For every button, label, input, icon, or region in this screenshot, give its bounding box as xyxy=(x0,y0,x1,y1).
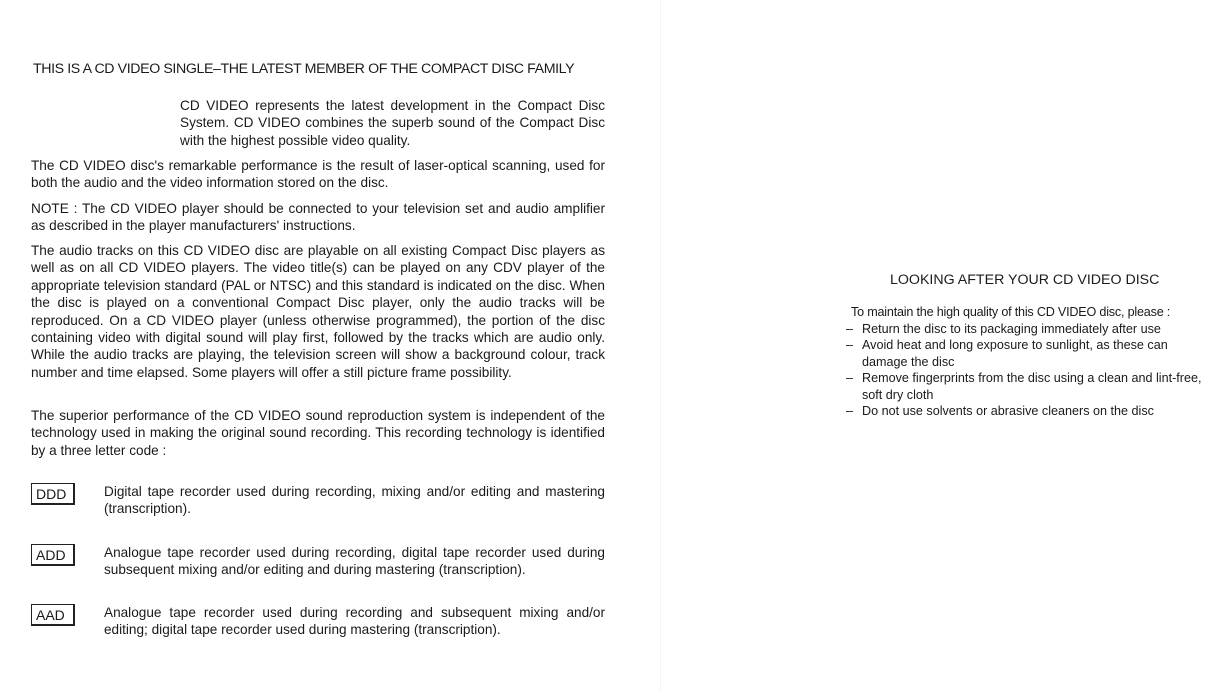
paragraph-note: NOTE : The CD VIDEO player should be connected to your television set and audio amplifier as described in the player manufacturers' instructions. xyxy=(31,201,605,234)
list-item xyxy=(846,321,1202,337)
code-description: Digital tape recorder used during recording, mixing and/or editing and mastering (transcription). xyxy=(104,484,605,517)
intro-paragraph: CD VIDEO represents the latest development in the Compact Disc System. CD VIDEO combines the superb sound of the Compact Disc with the highest possible video quality. xyxy=(180,98,605,148)
code-badge: DDD xyxy=(31,483,75,505)
dash-bullet: – xyxy=(846,371,854,386)
code-description: Analogue tape recorder used during recording, digital tape recorder used during subsequent mixing and/or editing and during mastering (transcription). xyxy=(104,545,605,578)
paragraph-audio-tracks: The audio tracks on this CD VIDEO disc are playable on all existing Compact Disc players as well as on all CD VIDEO players. The video title(s) can be played on any CDV player of the appropriate television standard (PAL or NTSC) and this standard is indicated on the disc. When the disc is played on a conventional Compact Disc player, only the audio tracks will be reproduced. On a CD VIDEO player (unless otherwise programmed), the portion of the disc containing video with digital sound will play first, followed by the tracks which are audio only. While the audio tracks are playing, the television screen will show a background colour, track number and time elapsed. Some players will offer a still picture frame possibility. xyxy=(31,243,605,380)
list-item xyxy=(846,337,1202,370)
paragraph-laser: The CD VIDEO disc's remarkable performance is the result of laser-optical scanning, used for both the audio and the video information stored on the disc. xyxy=(31,158,605,191)
care-item-text: Avoid heat and long exposure to sunlight, as these can damage the disc xyxy=(862,338,1168,369)
list-item xyxy=(846,403,1202,419)
care-item-text: Do not use solvents or abrasive cleaners on the disc xyxy=(862,404,1154,419)
paragraph-recording-technology: The superior performance of the CD VIDEO sound reproduction system is independent of the technology used in making the original sound recording. This recording technology is identified by a three letter code : xyxy=(31,408,605,458)
care-item-text: Return the disc to its packaging immediately after use xyxy=(862,322,1161,336)
care-intro: To maintain the high quality of this CD VIDEO disc, please : xyxy=(851,305,1171,319)
right-page xyxy=(660,0,1216,692)
dash-bullet: – xyxy=(846,404,854,419)
code-description: Analogue tape recorder used during recording and subsequent mixing and/or editing; digital tape recorder used during mastering (transcription). xyxy=(104,605,605,638)
list-item xyxy=(846,370,1202,403)
page-title: THIS IS A CD VIDEO SINGLE–THE LATEST MEMBER OF THE COMPACT DISC FAMILY xyxy=(33,61,575,77)
care-item-text: Remove fingerprints from the disc using a clean and lint-free, soft dry cloth xyxy=(862,371,1202,402)
dash-bullet: – xyxy=(846,338,854,353)
code-badge: AAD xyxy=(31,604,75,626)
care-heading: LOOKING AFTER YOUR CD VIDEO DISC xyxy=(890,272,1160,288)
code-badge: ADD xyxy=(31,544,75,566)
dash-bullet: – xyxy=(846,322,854,336)
care-list xyxy=(846,321,1202,419)
